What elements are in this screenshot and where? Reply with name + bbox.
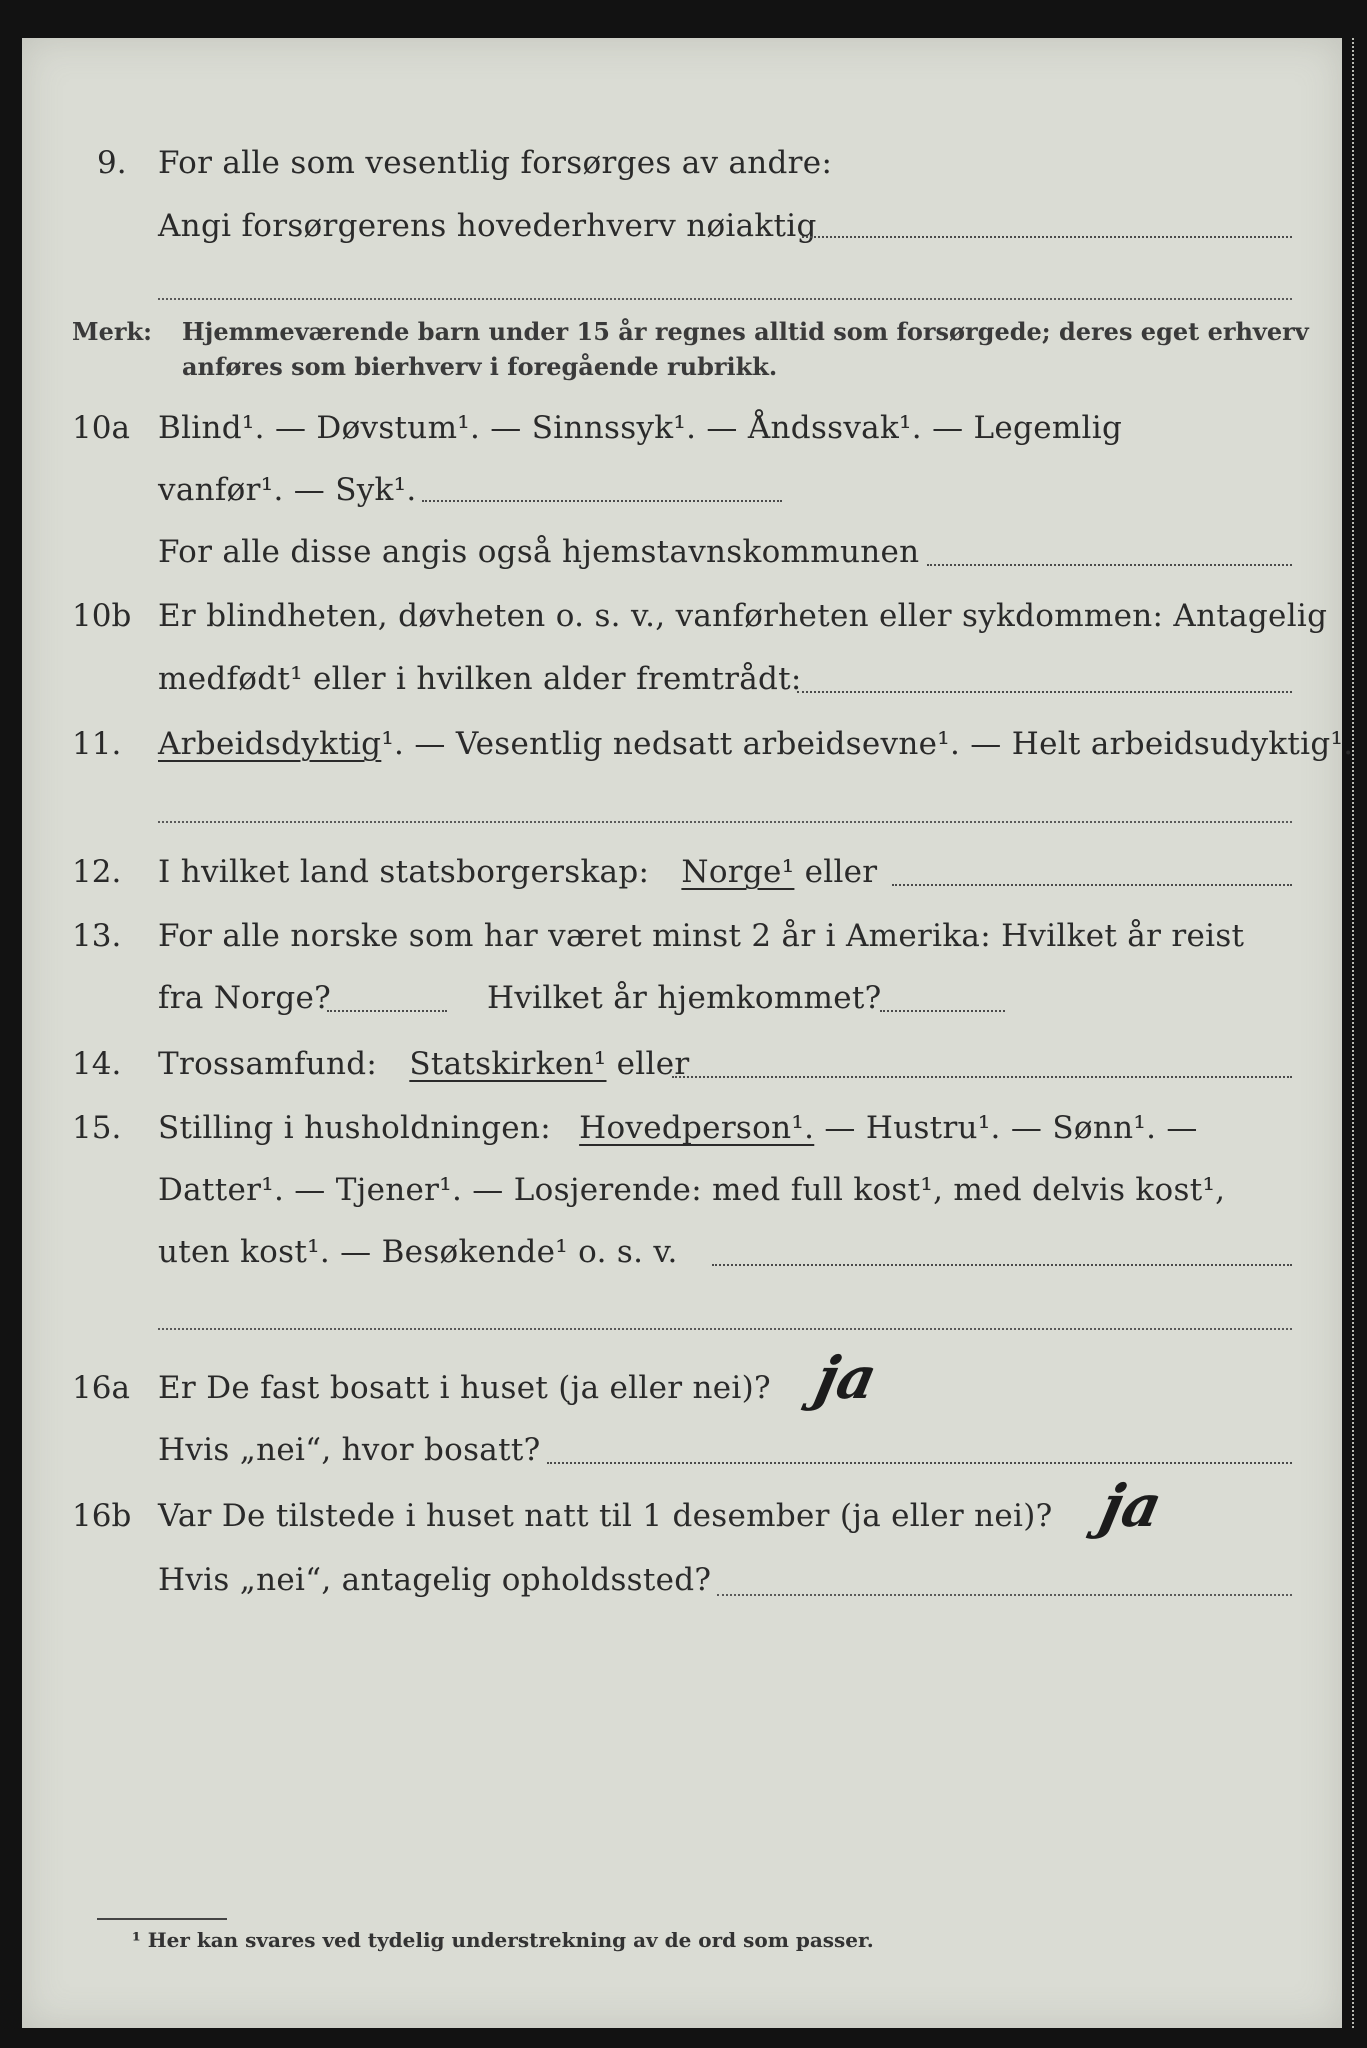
q12-option-norge-underlined[interactable]: Norge¹ <box>681 854 795 890</box>
q15-line2: Datter¹. — Tjener¹. — Losjerende: med full kost¹, med delvis kost¹, <box>158 1172 1226 1208</box>
q16a-number: 16a <box>72 1370 130 1406</box>
q13-year-left-line[interactable] <box>327 1010 447 1012</box>
q14-number: 14. <box>72 1046 122 1082</box>
q10a-line3: For alle disse angis også hjemstavnskommunen <box>158 534 920 570</box>
q11-line <box>158 724 1353 764</box>
q12-answer-line[interactable] <box>892 884 1292 886</box>
q11-answer-line[interactable] <box>158 821 1292 823</box>
q11-option-arbeidsdyktig-underlined[interactable]: Arbeidsdyktig <box>158 726 382 762</box>
q10a-line1: Blind¹. — Døvstum¹. — Sinnssyk¹. — Åndssvak¹. — Legemlig <box>158 410 1123 446</box>
q10b-line2: medfødt¹ eller i hvilken alder fremtrådt: <box>158 661 802 697</box>
q11-number: 11. <box>72 726 122 762</box>
q9-number: 9. <box>97 145 127 181</box>
footnote-rule <box>97 1918 227 1920</box>
q12-number: 12. <box>72 854 122 890</box>
q15-pre: Stilling i husholdningen: <box>158 1110 551 1146</box>
q13-line2a: fra Norge? <box>158 980 332 1016</box>
q13-line2b: Hvilket år hjemkommet? <box>487 980 882 1016</box>
q14-answer-line[interactable] <box>672 1076 1292 1078</box>
q16a-line1: Er De fast bosatt i huset (ja eller nei)? <box>158 1370 771 1406</box>
q12-post: eller <box>804 854 878 890</box>
q9-answer-line[interactable] <box>802 236 1292 238</box>
q15-number: 15. <box>72 1110 122 1146</box>
q15-line1-rest: — Hustru¹. — Sønn¹. — <box>824 1110 1198 1146</box>
q11-rest: ¹. — Vesentlig nedsatt arbeidsevne¹. — Helt arbeidsudyktig¹. <box>381 726 1354 762</box>
q16a-handwritten-answer[interactable]: ja <box>809 1344 883 1412</box>
q15-answer-line2[interactable] <box>158 1328 1292 1330</box>
census-form-page <box>22 38 1354 2028</box>
merk-label: Merk: <box>72 317 152 346</box>
q13-line1: For alle norske som har været minst 2 år i Amerika: Hvilket år reist <box>158 918 1245 954</box>
q10a-line2: vanfør¹. — Syk¹. <box>158 472 417 508</box>
q16a-line2: Hvis „nei“, hvor bosatt? <box>158 1432 541 1468</box>
q10a-answer-line1[interactable] <box>422 500 782 502</box>
q12-line <box>158 852 877 892</box>
q13-number: 13. <box>72 918 122 954</box>
q9-answer-line2[interactable] <box>158 298 1292 300</box>
q10b-answer-line[interactable] <box>797 691 1292 693</box>
q10a-number: 10a <box>72 410 130 446</box>
page-edge-perforation <box>1352 38 1356 2028</box>
q16b-answer-line[interactable] <box>717 1594 1292 1596</box>
q14-pre: Trossamfund: <box>158 1046 378 1082</box>
q10a-answer-line2[interactable] <box>927 564 1292 566</box>
q14-option-statskirken-underlined[interactable]: Statskirken¹ <box>409 1046 607 1082</box>
q10b-number: 10b <box>72 598 132 634</box>
q14-post: eller <box>616 1046 690 1082</box>
q15-line3: uten kost¹. — Besøkende¹ o. s. v. <box>158 1234 678 1270</box>
q13-year-returned-line[interactable] <box>880 1010 1005 1012</box>
q9-line2: Angi forsørgerens hovederhverv nøiaktig <box>158 208 817 244</box>
q14-line <box>158 1044 690 1084</box>
merk-line1: Hjemmeværende barn under 15 år regnes alltid som forsørgede; deres eget erhverv <box>182 317 1309 346</box>
q9-line1: For alle som vesentlig forsørges av andre: <box>158 145 833 181</box>
q16b-line2: Hvis „nei“, antagelig opholdssted? <box>158 1562 712 1598</box>
q16b-number: 16b <box>72 1498 132 1534</box>
merk-line2: anføres som bierhverv i foregående rubrikk. <box>182 352 778 381</box>
q15-line1 <box>158 1108 1198 1148</box>
q16b-line1: Var De tilstede i huset natt til 1 desember (ja eller nei)? <box>158 1498 1053 1534</box>
q15-option-hovedperson-underlined[interactable]: Hovedperson¹. <box>579 1110 815 1146</box>
footnote: ¹ Her kan svares ved tydelig understrekning av de ord som passer. <box>132 1928 874 1952</box>
q12-pre: I hvilket land statsborgerskap: <box>158 854 650 890</box>
q16a-answer-line[interactable] <box>547 1462 1292 1464</box>
q16b-handwritten-answer[interactable]: ja <box>1094 1472 1168 1540</box>
q15-answer-line[interactable] <box>712 1264 1292 1266</box>
q10b-line1: Er blindheten, døvheten o. s. v., vanførheten eller sykdommen: Antagelig <box>158 598 1328 634</box>
